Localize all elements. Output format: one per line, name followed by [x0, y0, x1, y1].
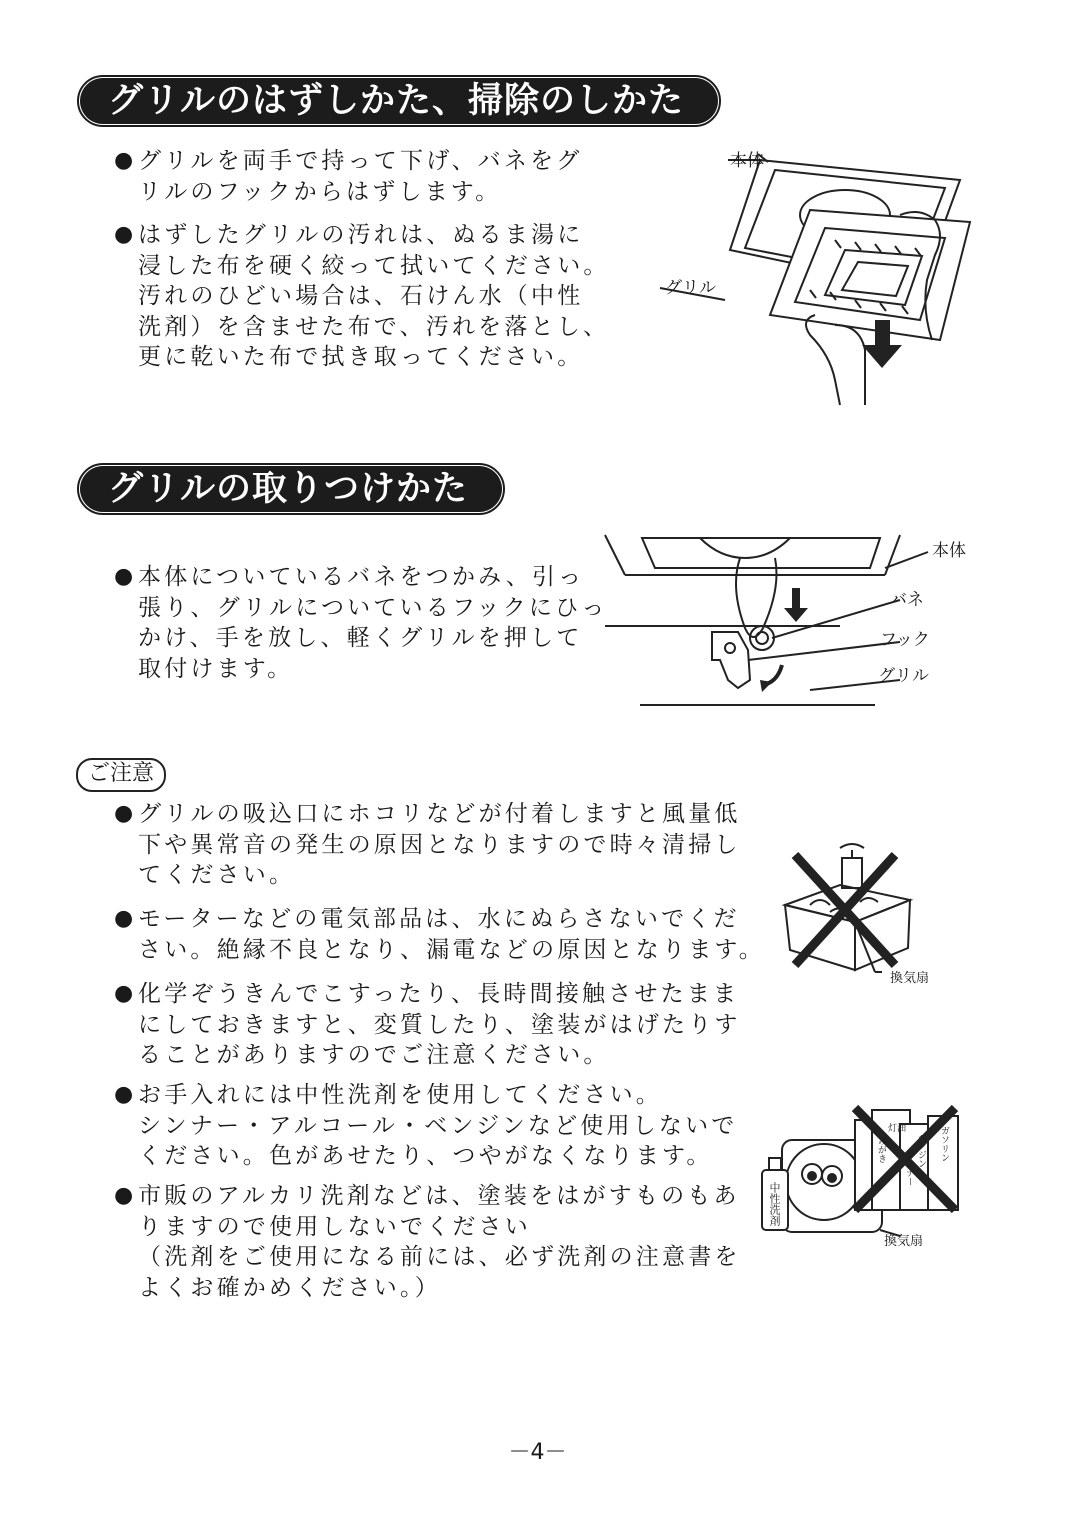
text-line: グリルの吸込口にホコリなどが付着しますと風量低 [138, 801, 741, 827]
text-line: 洗剤）を含ませた布で、汚れを落とし、 [138, 313, 610, 340]
text-line: 汚れのひどい場合は、石けん水（中性 [138, 283, 584, 309]
text-line: 浸した布を硬く絞って拭いてください。 [138, 252, 610, 279]
text-line: ることがありますのでご注意ください。 [138, 1042, 610, 1068]
text-line: リルのフックからはずします。 [138, 178, 502, 205]
figure4-label-polish: みがき [876, 1136, 886, 1163]
text-line: グリルを両手で持って下げ、バネをグ [138, 148, 583, 174]
bullet-icon: ● [114, 564, 137, 589]
removal-paragraph-1 [114, 146, 583, 207]
bullet-icon: ● [114, 1082, 137, 1107]
text-line: はずしたグリルの汚れは、ぬるま湯に [138, 222, 584, 248]
text-line: かけ、手を放し、軽くグリルを押して [138, 625, 583, 651]
removal-paragraph-2 [114, 220, 610, 373]
figure2-label-hook: フック [880, 630, 930, 650]
figure1-label-grill: グリル [665, 278, 716, 298]
caution-paragraph-4 [114, 1080, 738, 1172]
text-line: シンナー・アルコール・ベンジンなど使用しないで [138, 1112, 738, 1139]
text-line: 化学ぞうきんでこすったり、長時間接触させたまま [138, 981, 740, 1007]
text-line: 取付けます。 [138, 655, 294, 682]
figure4-label-fan: 換気扇 [884, 1234, 924, 1249]
text-line: りますので使用しないでください [138, 1213, 531, 1240]
no-water-illustration [770, 840, 940, 985]
text-line: 更に乾いた布で拭き取ってください。 [138, 344, 584, 370]
caution-paragraph-1 [114, 799, 741, 891]
figure4-label-neutral: 中性洗剤 [768, 1182, 781, 1226]
bullet-icon: ● [114, 906, 137, 931]
bullet-icon: ● [114, 801, 137, 826]
bullet-icon: ● [114, 981, 137, 1006]
figure3-label-fan: 換気扇 [890, 971, 930, 986]
section-title-mounting-text: グリルの取りつけかた [108, 469, 469, 509]
no-chemicals-illustration [760, 1100, 970, 1245]
text-line: 市販のアルカリ洗剤などは、塗装をはがすものもあ [138, 1183, 740, 1209]
text-line: 本体についているバネをつかみ、引っ [138, 564, 585, 590]
figure2-label-grill: グリル [878, 666, 929, 686]
figure4-label-thinner: シンナー [904, 1150, 914, 1186]
caution-heading-text: ご注意 [88, 761, 155, 786]
figure4-label-benzine: ベンジン [916, 1132, 926, 1168]
figure2-label-body: 本体 [932, 541, 966, 561]
text-line: 張り、グリルについているフックにひっ [138, 594, 608, 621]
bullet-icon: ● [114, 222, 137, 247]
text-line: モーターなどの電気部品は、水にぬらさないでくだ [138, 906, 740, 932]
text-line: さい。絶縁不良となり、漏電などの原因となります。 [138, 936, 765, 963]
section-title-removal-text: グリルのはずしかた、掃除のしかた [108, 81, 685, 121]
mounting-paragraph-1 [114, 562, 608, 684]
text-line: 下や異常音の発生の原因となりますので時々清掃し [138, 831, 741, 858]
caution-paragraph-3 [114, 979, 741, 1071]
figure1-label-body: 本体 [730, 151, 764, 171]
text-line: ください。色があせたり、つやがなくなります。 [138, 1143, 713, 1169]
section-title-mounting [80, 466, 502, 512]
caution-paragraph-5 [114, 1181, 741, 1303]
caution-paragraph-2 [114, 904, 765, 965]
caution-heading [76, 758, 166, 792]
text-line: よくお確かめください。） [138, 1274, 441, 1301]
figure2-label-spring: バネ [890, 590, 924, 610]
text-line: てください。 [138, 862, 296, 888]
text-line: （洗剤をご使用になる前には、必ず洗剤の注意書を [138, 1244, 741, 1270]
page-number: －4－ [508, 1440, 567, 1465]
text-line: お手入れには中性洗剤を使用してください。 [138, 1082, 662, 1108]
text-line: にしておきますと、変質したり、塗装がはげたりす [138, 1011, 741, 1038]
section-title-removal [80, 78, 718, 124]
figure4-label-gasoline: ガソリン [939, 1126, 949, 1162]
bullet-icon: ● [114, 148, 137, 173]
bullet-icon: ● [114, 1183, 137, 1208]
figure4-label-kerosene: 灯油 [888, 1124, 907, 1134]
